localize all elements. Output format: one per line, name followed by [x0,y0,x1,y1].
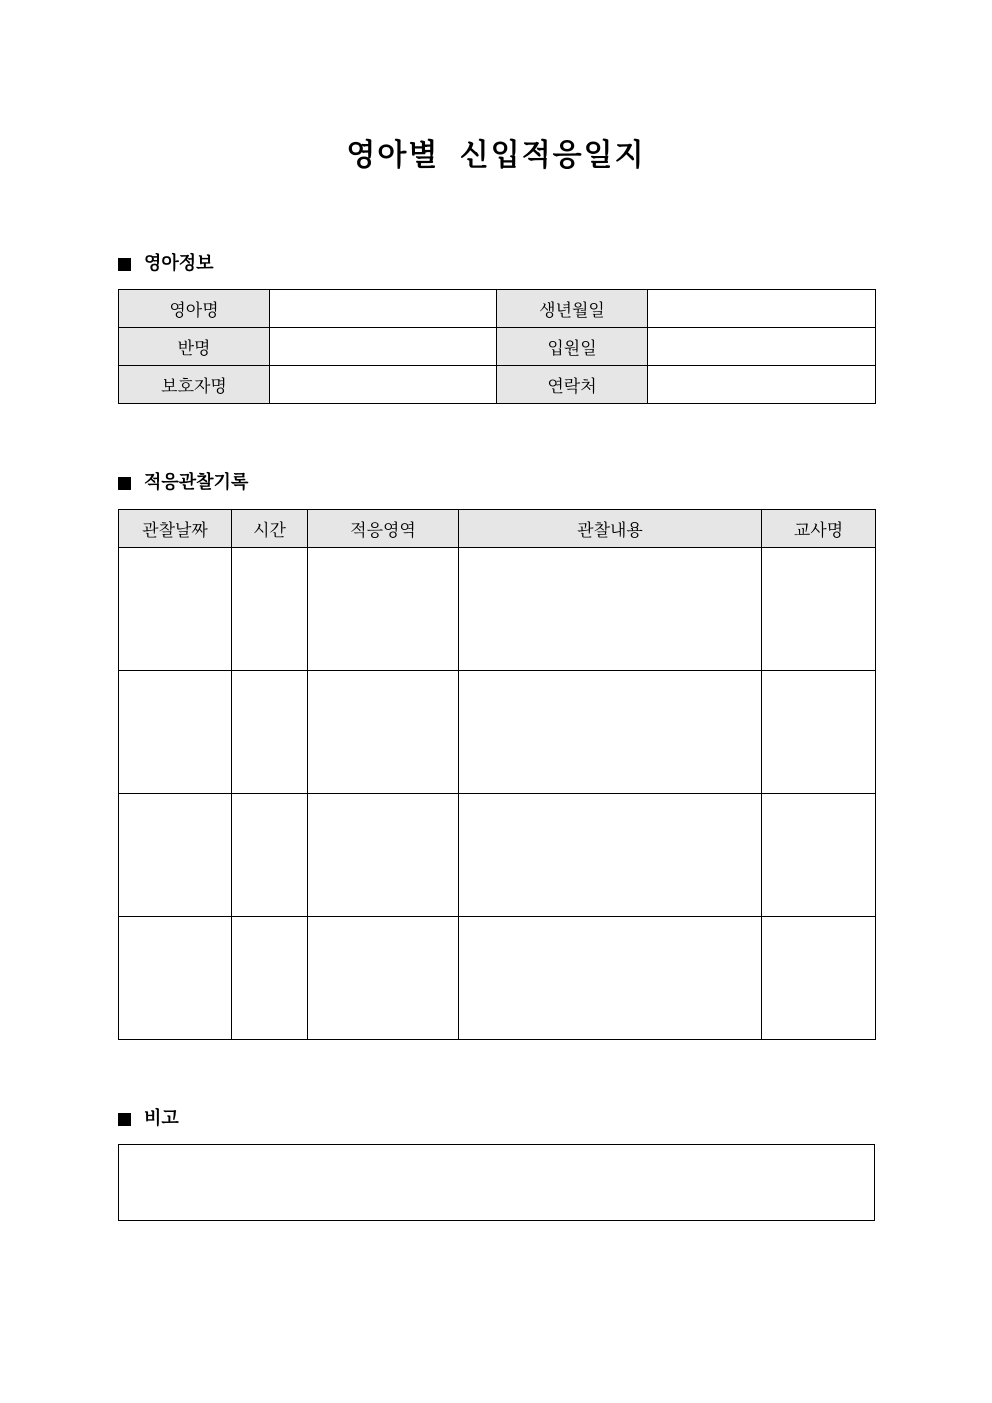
cell-adaptation-area[interactable] [308,671,459,794]
cell-observation-content[interactable] [459,917,762,1040]
square-bullet-icon [118,258,131,271]
field-admission-date[interactable] [648,328,876,366]
cell-observation-date[interactable] [119,671,232,794]
cell-observation-content[interactable] [459,671,762,794]
notes-field[interactable] [118,1144,875,1221]
label-infant-name: 영아명 [119,290,270,328]
field-infant-name[interactable] [270,290,497,328]
square-bullet-icon [118,1113,131,1126]
col-header-time: 시간 [232,510,308,548]
cell-teacher-name[interactable] [762,671,876,794]
col-header-observation-date: 관찰날짜 [119,510,232,548]
section-heading-label: 비고 [144,1108,179,1129]
cell-time[interactable] [232,671,308,794]
cell-observation-date[interactable] [119,548,232,671]
field-guardian-name[interactable] [270,366,497,404]
cell-adaptation-area[interactable] [308,548,459,671]
cell-observation-date[interactable] [119,794,232,917]
cell-observation-content[interactable] [459,548,762,671]
section-heading-observation [118,470,248,496]
label-class-name: 반명 [119,328,270,366]
cell-adaptation-area[interactable] [308,794,459,917]
field-class-name[interactable] [270,328,497,366]
cell-time[interactable] [232,794,308,917]
cell-adaptation-area[interactable] [308,917,459,1040]
cell-teacher-name[interactable] [762,794,876,917]
label-admission-date: 입원일 [497,328,648,366]
cell-observation-content[interactable] [459,794,762,917]
table-row [119,671,876,794]
section-heading-label: 적응관찰기록 [144,472,249,493]
section-heading-label: 영아정보 [144,253,214,274]
observation-table [118,509,876,1040]
square-bullet-icon [118,477,131,490]
infant-info-table [118,289,876,404]
cell-observation-date[interactable] [119,917,232,1040]
col-header-teacher-name: 교사명 [762,510,876,548]
field-contact[interactable] [648,366,876,404]
cell-time[interactable] [232,917,308,1040]
label-guardian-name: 보호자명 [119,366,270,404]
col-header-observation-content: 관찰내용 [459,510,762,548]
page-title: 영아별 신입적응일지 [346,138,646,173]
table-row [119,917,876,1040]
col-header-adaptation-area: 적응영역 [308,510,459,548]
table-row [119,794,876,917]
section-heading-infant-info [118,251,214,277]
cell-teacher-name[interactable] [762,917,876,1040]
section-heading-notes [118,1106,179,1132]
cell-teacher-name[interactable] [762,548,876,671]
label-contact: 연락처 [497,366,648,404]
table-row [119,548,876,671]
label-birth-date: 생년월일 [497,290,648,328]
cell-time[interactable] [232,548,308,671]
field-birth-date[interactable] [648,290,876,328]
